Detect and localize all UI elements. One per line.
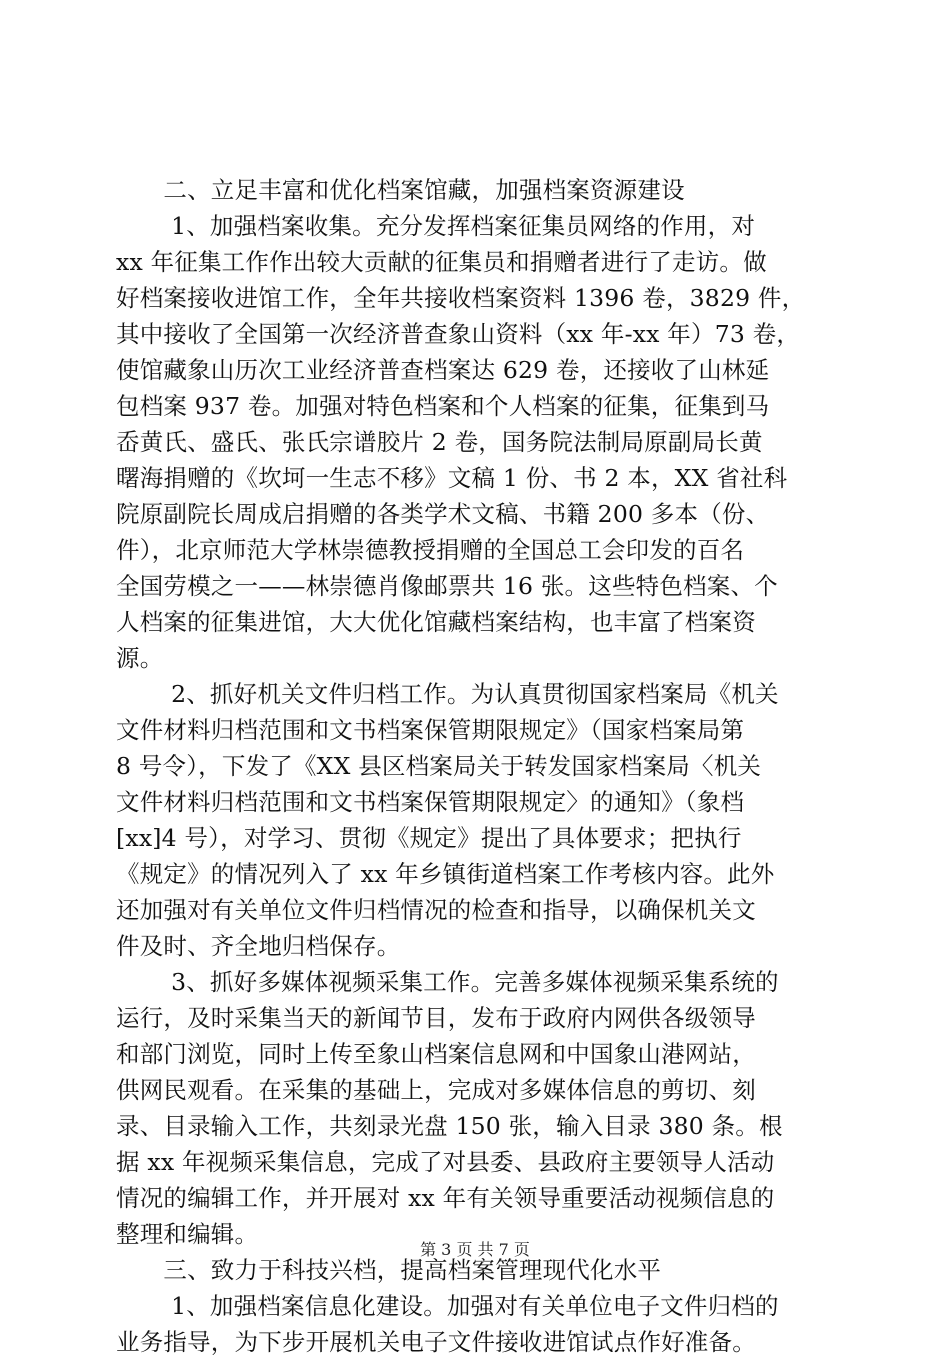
section-heading: 二、立足丰富和优化档案馆藏，加强档案资源建设 — [116, 176, 685, 204]
paragraph-line: [xx]4 号），对学习、贯彻《规定》提出了具体要求；把执行 — [116, 824, 742, 852]
paragraph-line: 1、加强档案信息化建设。加强对有关单位电子文件归档的 — [116, 1292, 779, 1320]
paragraph-line: 3、抓好多媒体视频采集工作。完善多媒体视频采集系统的 — [116, 968, 779, 996]
paragraph-line: 件），北京师范大学林崇德教授捐赠的全国总工会印发的百名 — [116, 536, 745, 564]
paragraph-line: xx 年征集工作作出较大贡献的征集员和捐赠者进行了走访。做 — [116, 248, 767, 276]
paragraph-line: 岙黄氏、盛氏、张氏宗谱胶片 2 卷，国务院法制局原副局长黄 — [116, 428, 763, 456]
section-heading: 三、致力于科技兴档，提高档案管理现代化水平 — [116, 1256, 662, 1284]
paragraph-line: 据 xx 年视频采集信息，完成了对县委、县政府主要领导人活动 — [116, 1148, 775, 1176]
paragraph-line: 源。 — [116, 644, 164, 672]
paragraph-line: 还加强对有关单位文件归档情况的检查和指导，以确保机关文 — [116, 896, 756, 924]
paragraph-line: 1、加强档案收集。充分发挥档案征集员网络的作用，对 — [116, 212, 756, 240]
paragraph-line: 文件材料归档范围和文书档案保管期限规定》（国家档案局第 — [116, 716, 745, 744]
paragraph-line: 供网民观看。在采集的基础上，完成对多媒体信息的剪切、刻 — [116, 1076, 756, 1104]
paragraph-line: 其中接收了全国第一次经济普查象山资料（xx 年-xx 年）73 卷， — [116, 320, 801, 348]
paragraph-line: 曙海捐赠的《坎坷一生志不移》文稿 1 份、书 2 本，XX 省社科 — [116, 464, 788, 492]
paragraph-line: 整理和编辑。 — [116, 1220, 259, 1248]
document-body — [116, 172, 842, 1360]
paragraph-line: 2、抓好机关文件归档工作。为认真贯彻国家档案局《机关 — [116, 680, 779, 708]
paragraph-line: 全国劳模之一——林崇德肖像邮票共 16 张。这些特色档案、个 — [116, 572, 778, 600]
paragraph-line: 包档案 937 卷。加强对特色档案和个人档案的征集，征集到马 — [116, 392, 770, 420]
page-number-footer: 第 3 页 共 7 页 — [420, 1240, 530, 1259]
paragraph-line: 运行，及时采集当天的新闻节目，发布于政府内网供各级领导 — [116, 1004, 756, 1032]
paragraph-line: 和部门浏览，同时上传至象山档案信息网和中国象山港网站， — [116, 1040, 756, 1068]
paragraph-line: 录、目录输入工作，共刻录光盘 150 张，输入目录 380 条。根 — [116, 1112, 783, 1140]
paragraph-line: 文件材料归档范围和文书档案保管期限规定〉的通知》（象档 — [116, 788, 745, 816]
paragraph-line: 业务指导，为下步开展机关电子文件接收进馆试点作好准备。 — [116, 1328, 756, 1356]
paragraph-line: 《规定》的情况列入了 xx 年乡镇街道档案工作考核内容。此外 — [116, 860, 775, 888]
paragraph-line: 使馆藏象山历次工业经济普查档案达 629 卷，还接收了山林延 — [116, 356, 770, 384]
paragraph-line: 8 号令），下发了《XX 县区档案局关于转发国家档案局〈机关 — [116, 752, 762, 780]
paragraph-line: 好档案接收进馆工作，全年共接收档案资料 1396 卷，3829 件， — [116, 284, 806, 312]
paragraph-line: 件及时、齐全地归档保存。 — [116, 932, 401, 960]
paragraph-line: 情况的编辑工作，并开展对 xx 年有关领导重要活动视频信息的 — [116, 1184, 775, 1212]
paragraph-line: 人档案的征集进馆，大大优化馆藏档案结构，也丰富了档案资 — [116, 608, 756, 636]
paragraph-line: 院原副院长周成启捐赠的各类学术文稿、书籍 200 多本（份、 — [116, 500, 770, 528]
